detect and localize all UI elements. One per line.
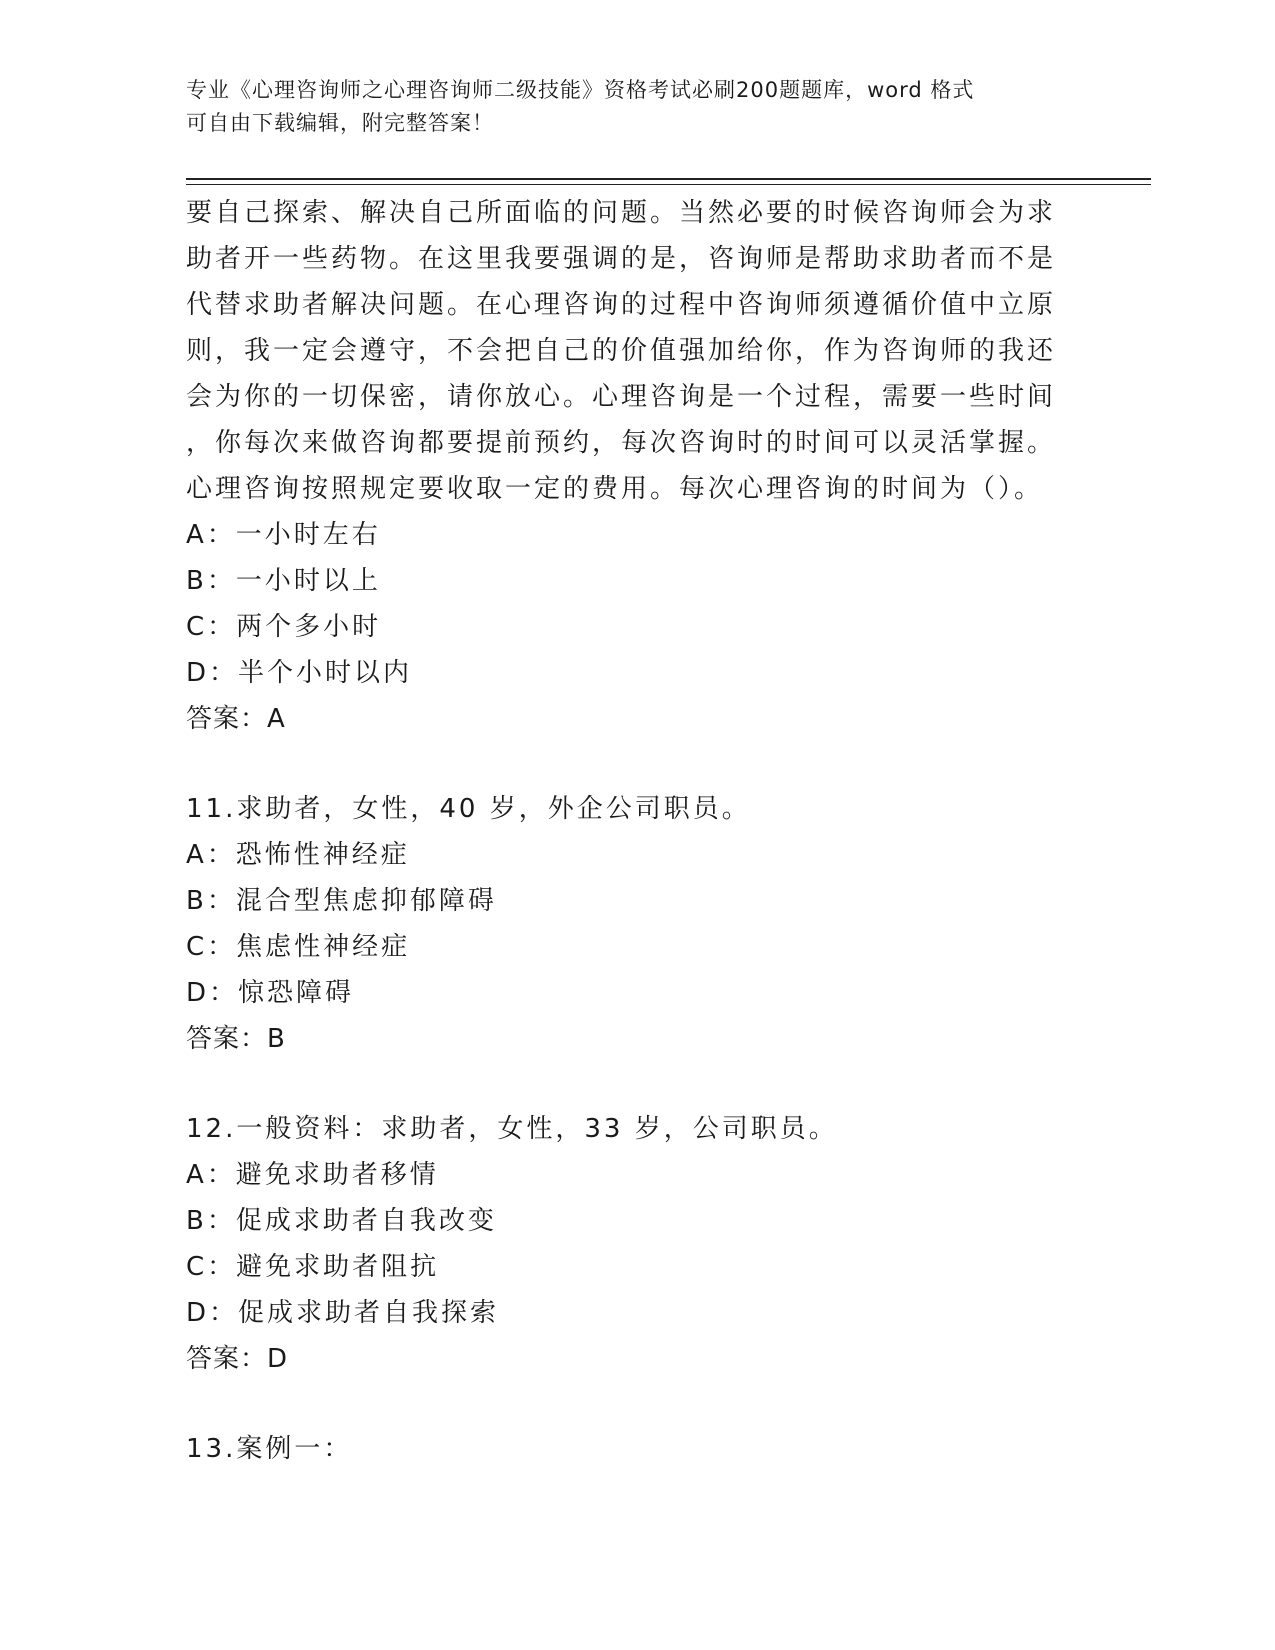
option-b: B：一小时以上: [186, 566, 381, 596]
option-d: D：惊恐障碍: [186, 978, 355, 1008]
option-b: B：混合型焦虑抑郁障碍: [186, 886, 497, 916]
header-rule-thin: [186, 184, 1151, 185]
text-line: 会为你的一切保密，请你放心。心理咨询是一个过程，需要一些时间: [186, 382, 1057, 412]
question-10-text: [186, 190, 1086, 512]
text-line: 则，我一定会遵守，不会把自己的价值强加给你，作为咨询师的我还: [186, 336, 1057, 366]
question-11-stem: 11.求助者，女性，40 岁，外企公司职员。: [186, 794, 751, 824]
option-c: C：避免求助者阻抗: [186, 1252, 440, 1282]
option-c: C：焦虑性神经症: [186, 932, 411, 962]
answer: 答案：D: [186, 1344, 289, 1374]
question-12-stem: 12.一般资料：求助者，女性，33 岁，公司职员。: [186, 1114, 838, 1144]
option-a: A：一小时左右: [186, 520, 381, 550]
option-a: A：避免求助者移情: [186, 1160, 439, 1190]
option-d: D：促成求助者自我探索: [186, 1298, 500, 1328]
text-line: ，你每次来做咨询都要提前预约，每次咨询时的时间可以灵活掌握。: [186, 428, 1057, 458]
spacer: [186, 742, 1086, 786]
answer: 答案：A: [186, 704, 286, 734]
spacer: [186, 1382, 1086, 1426]
text-line: 助者开一些药物。在这里我要强调的是，咨询师是帮助求助者而不是: [186, 244, 1057, 274]
option-a: A：恐怖性神经症: [186, 840, 410, 870]
spacer: [186, 1062, 1086, 1106]
page-header: 专业《心理咨询师之心理咨询师二级技能》资格考试必刷200题题库，word 格式 可自由下载编辑，附完整答案！: [186, 78, 975, 135]
option-d: D：半个小时以内: [186, 658, 413, 688]
text-line: 要自己探索、解决自己所面临的问题。当然必要的时候咨询师会为求: [186, 198, 1057, 228]
document-body: [186, 190, 1086, 1472]
text-line: 代替求助者解决问题。在心理咨询的过程中咨询师须遵循价值中立原: [186, 290, 1057, 320]
text-line: 心理咨询按照规定要收取一定的费用。每次心理咨询的时间为（）。: [186, 474, 1044, 504]
option-b: B：促成求助者自我改变: [186, 1206, 497, 1236]
question-13-stem: 13.案例一：: [186, 1434, 353, 1464]
header-rule-thick: [186, 178, 1151, 180]
answer: 答案：B: [186, 1024, 286, 1054]
option-c: C：两个多小时: [186, 612, 382, 642]
